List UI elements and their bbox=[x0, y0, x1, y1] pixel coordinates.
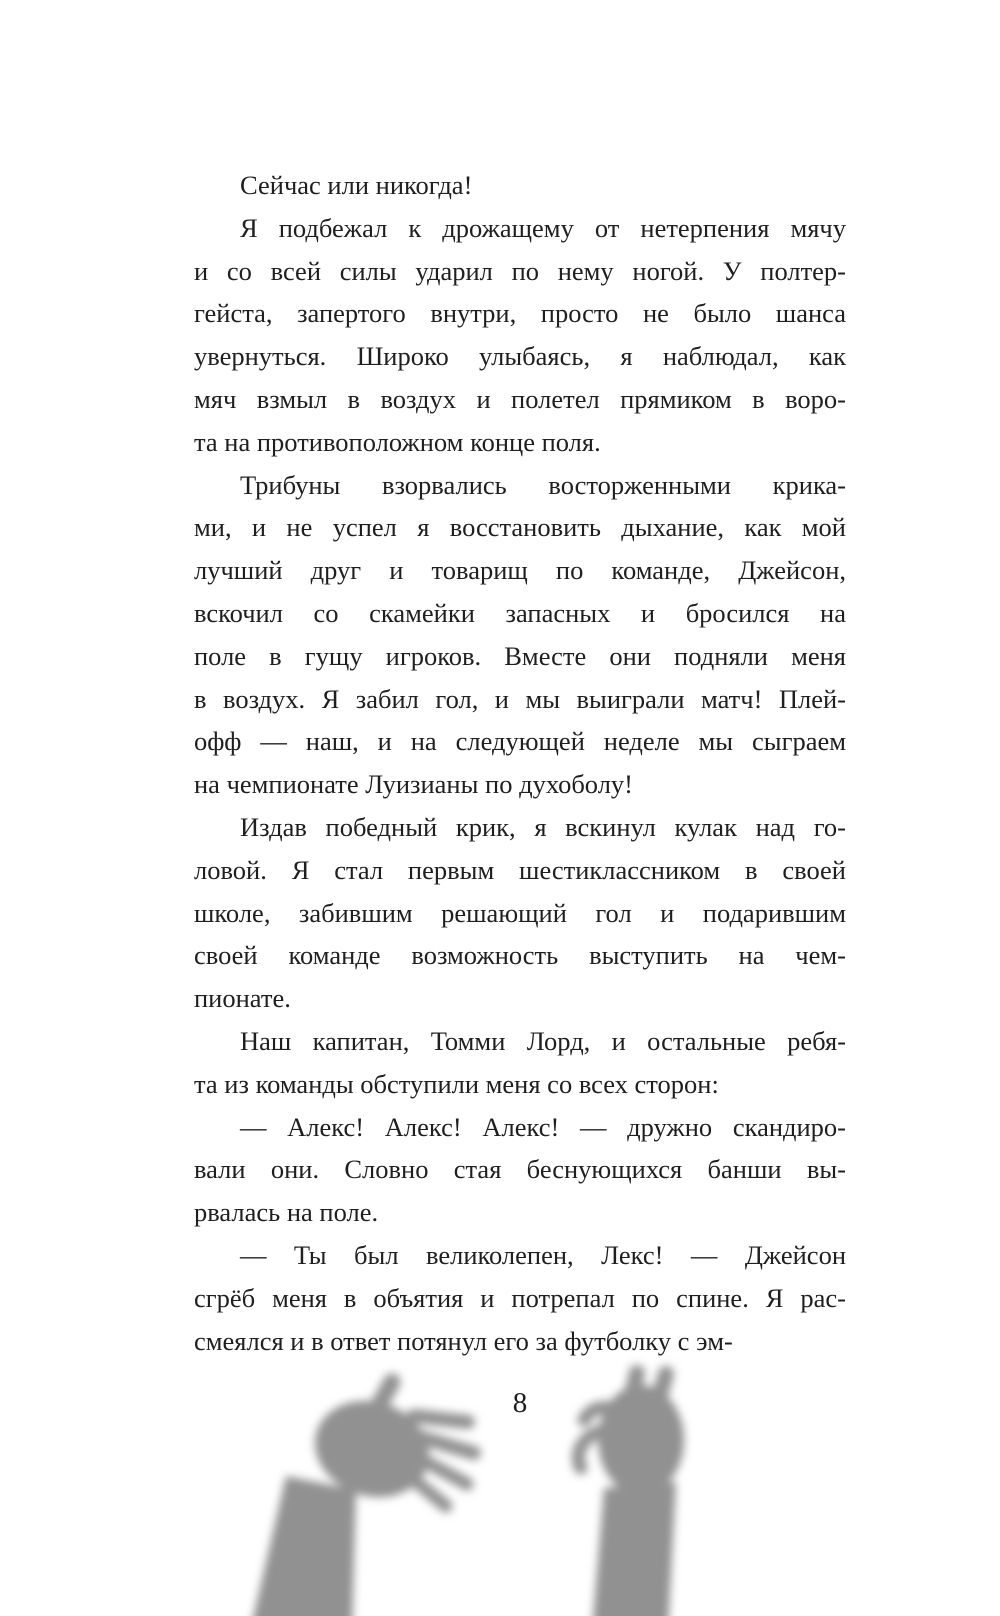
text-line: лучший друг и товарищ по команде, Джейсон, bbox=[194, 555, 846, 586]
text-line: вали они. Словно стая беснующихся банши вы- bbox=[194, 1154, 846, 1185]
text-line: офф — наш, и на следующей неделе мы сыграем bbox=[194, 726, 846, 757]
text-line: в воздух. Я забил гол, и мы выиграли матч! Плей- bbox=[194, 683, 846, 714]
text-line: сгрёб меня в объятия и потрепал по спине. Я рас- bbox=[194, 1282, 846, 1313]
text-line: — Алекс! Алекс! Алекс! — дружно скандиро- bbox=[240, 1111, 846, 1142]
text-line: увернуться. Широко улыбаясь, я наблюдал, как bbox=[194, 341, 846, 372]
text-line: Я подбежал к дрожащему от нетерпения мячу bbox=[240, 212, 846, 243]
text-line: та из команды обступили меня со всех сторон: bbox=[194, 1068, 719, 1099]
text-line: вскочил со скамейки запасных и бросился на bbox=[194, 597, 846, 628]
text-line: поле в гущу игроков. Вместе они подняли меня bbox=[194, 640, 846, 671]
text-line: — Ты был великолепен, Лекс! — Джейсон bbox=[240, 1239, 846, 1270]
text-line: рвалась на поле. bbox=[194, 1197, 379, 1228]
text-line: своей команде возможность выступить на чем- bbox=[194, 940, 846, 971]
text-line: ми, и не успел я восстановить дыхание, как мой bbox=[194, 512, 846, 543]
page-text bbox=[194, 164, 846, 1362]
text-line: и со всей силы ударил по нему ногой. У полтер- bbox=[194, 255, 846, 286]
text-line: Наш капитан, Томми Лорд, и остальные ребя- bbox=[240, 1025, 846, 1056]
text-line: школе, забившим решающий гол и подарившим bbox=[194, 897, 846, 928]
text-line: пионате. bbox=[194, 983, 291, 1014]
text-line: смеялся и в ответ потянул его за футболку с эм- bbox=[194, 1325, 733, 1356]
shadow-hands-illustration bbox=[0, 1316, 1000, 1616]
text-line: на чемпионате Луизианы по духоболу! bbox=[194, 769, 633, 800]
text-line: ловой. Я стал первым шестиклассником в своей bbox=[194, 854, 846, 885]
text-line: та на противоположном конце поля. bbox=[194, 426, 601, 457]
text-line: Сейчас или никогда! bbox=[240, 170, 473, 200]
text-line: мяч взмыл в воздух и полетел прямиком в воро- bbox=[194, 383, 846, 414]
page-number: 8 bbox=[512, 1387, 528, 1419]
text-line: Издав победный крик, я вскинул кулак над го- bbox=[240, 811, 846, 842]
text-line: Трибуны взорвались восторженными крика- bbox=[240, 469, 846, 500]
text-line: гейста, запертого внутри, просто не было шанса bbox=[194, 298, 846, 329]
